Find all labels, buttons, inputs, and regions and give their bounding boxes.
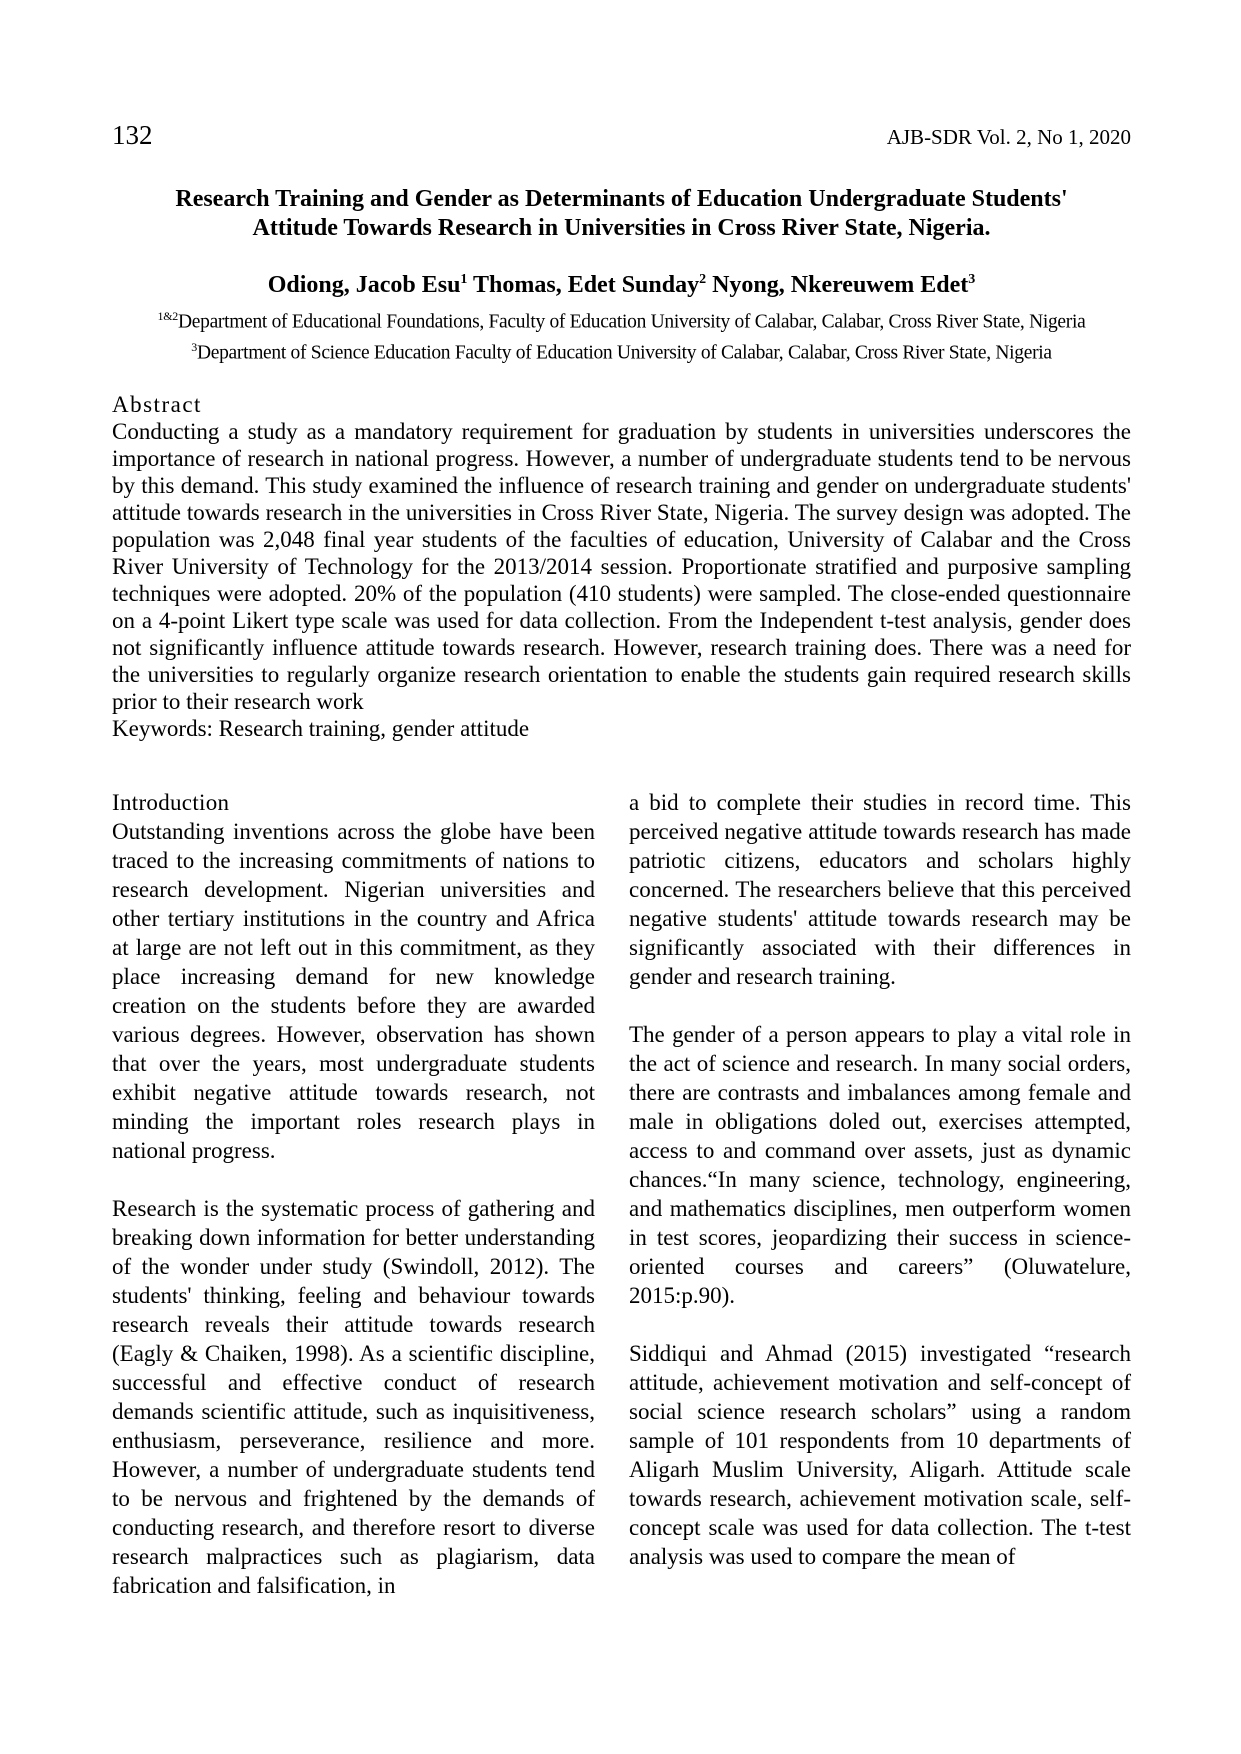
affiliation-2-superscript: 3 [191,339,197,354]
author-1-superscript: 1 [460,272,468,287]
article-title-line-2: Attitude Towards Research in Universities in Cross River State, Nigeria. [252,215,991,241]
author-2-name: Thomas, Edet Sunday [473,272,700,298]
author-3 [712,272,975,298]
paragraph: a bid to complete their studies in record time. This perceived negative attitude towards research has made patriotic citizens, educators and scholars highly concerned. The researchers believe that this perceived negative students' attitude towards research may be significantly associated with their differences in gender and research training. [629,790,1131,989]
body-columns [112,788,1131,1600]
journal-reference: AJB-SDR Vol. 2, No 1, 2020 [886,125,1131,149]
paragraph: Siddiqui and Ahmad (2015) investigated “research attitude, achievement motivation and self-concept of social science research scholars” using a random sample of 101 respondents from 10 departments of Aligarh Muslim University, Aligarh. Attitude scale towards research, achievement motivation scale, self-concept scale was used for data collection. The t-test analysis was used to compare the mean of [629,1341,1131,1569]
paragraph: Outstanding inventions across the globe have been traced to the increasing commitments of nations to research development. Nigerian universities and other tertiary institutions in the country and Africa at large are not left out in this commitment, as they place increasing demand for new knowledge creation on the students before they are awarded various degrees. However, observation has shown that over the years, most undergraduate students exhibit negative attitude towards research, not minding the important roles research plays in national progress. [112,819,595,1163]
affiliation-1 [112,304,1131,335]
keywords-line: Keywords: Research training, gender attitude [112,716,530,741]
author-1 [268,272,468,298]
affiliation-1-superscript: 1&2 [157,309,178,323]
paragraph: The gender of a person appears to play a vital role in the act of science and research. In many social orders, there are contrasts and imbalances among female and male in obligations doled out, exercises attempted, access to and command over assets, just as dynamic chances.“In many science, technology, engineering, and mathematics disciplines, men outperform women in test scores, jeopardizing their success in science-oriented courses and careers” (Oluwatelure, 2015:p.90). [629,1022,1131,1308]
author-3-superscript: 3 [968,272,976,287]
affiliation-2-text: Department of Science Education Faculty of Education University of Calabar, Calabar, Cross River State, Nigeria [196,342,1052,363]
article-title [112,185,1131,243]
abstract-heading: Abstract [112,392,202,417]
left-column [112,788,595,1600]
author-1-name: Odiong, Jacob Esu [267,272,461,298]
author-2-superscript: 2 [699,272,707,287]
affiliation-2 [112,335,1131,366]
page-header [112,122,1131,149]
paragraph: Research is the systematic process of gathering and breaking down information for better understanding of the wonder under study (Swindoll, 2012). The students' thinking, feeling and behaviour towards research reveals their attitude towards research (Eagly & Chaiken, 1998). As a scientific discipline, successful and effective conduct of research demands scientific attitude, such as inquisitiveness, enthusiasm, perseverance, resilience and more. However, a number of undergraduate students tend to be nervous and frightened by the demands of conducting research, and therefore resort to diverse research malpractices such as plagiarism, data fabrication and falsification, in [112,1196,595,1598]
abstract-section [112,391,1131,742]
introduction-heading: Introduction [112,790,230,815]
page-number: 132 [112,120,153,150]
article-title-line-1: Research Training and Gender as Determinants of Education Undergraduate Students' [175,186,1068,212]
abstract-text: Conducting a study as a mandatory requirement for graduation by students in universities underscores the importance of research in national progress. However, a number of undergraduate students tend to be nervous by this demand. This study examined the influence of research training and gender on undergraduate students' attitude towards research in the universities in Cross River State, Nigeria. The survey design was adopted. The population was 2,048 final year students of the faculties of education, University of Calabar and the Cross River University of Technology for the 2013/2014 session. Proportionate stratified and purposive sampling techniques were adopted. 20% of the population (410 students) were sampled. The close-ended questionnaire on a 4-point Likert type scale was used for data collection. From the Independent t-test analysis, gender does not significantly influence attitude towards research. However, research training does. There was a need for the universities to regularly organize research orientation to enable the students gain required research skills prior to their research work [112,419,1131,714]
affiliations-block [112,304,1131,365]
authors-line [112,265,1131,300]
author-3-name: Nyong, Nkereuwem Edet [712,272,969,298]
author-2 [473,272,706,298]
affiliation-1-text: Department of Educational Foundations, Faculty of Education University of Calabar, Calabar, Cross River State, Nigeria [177,311,1086,333]
right-column [629,788,1131,1600]
